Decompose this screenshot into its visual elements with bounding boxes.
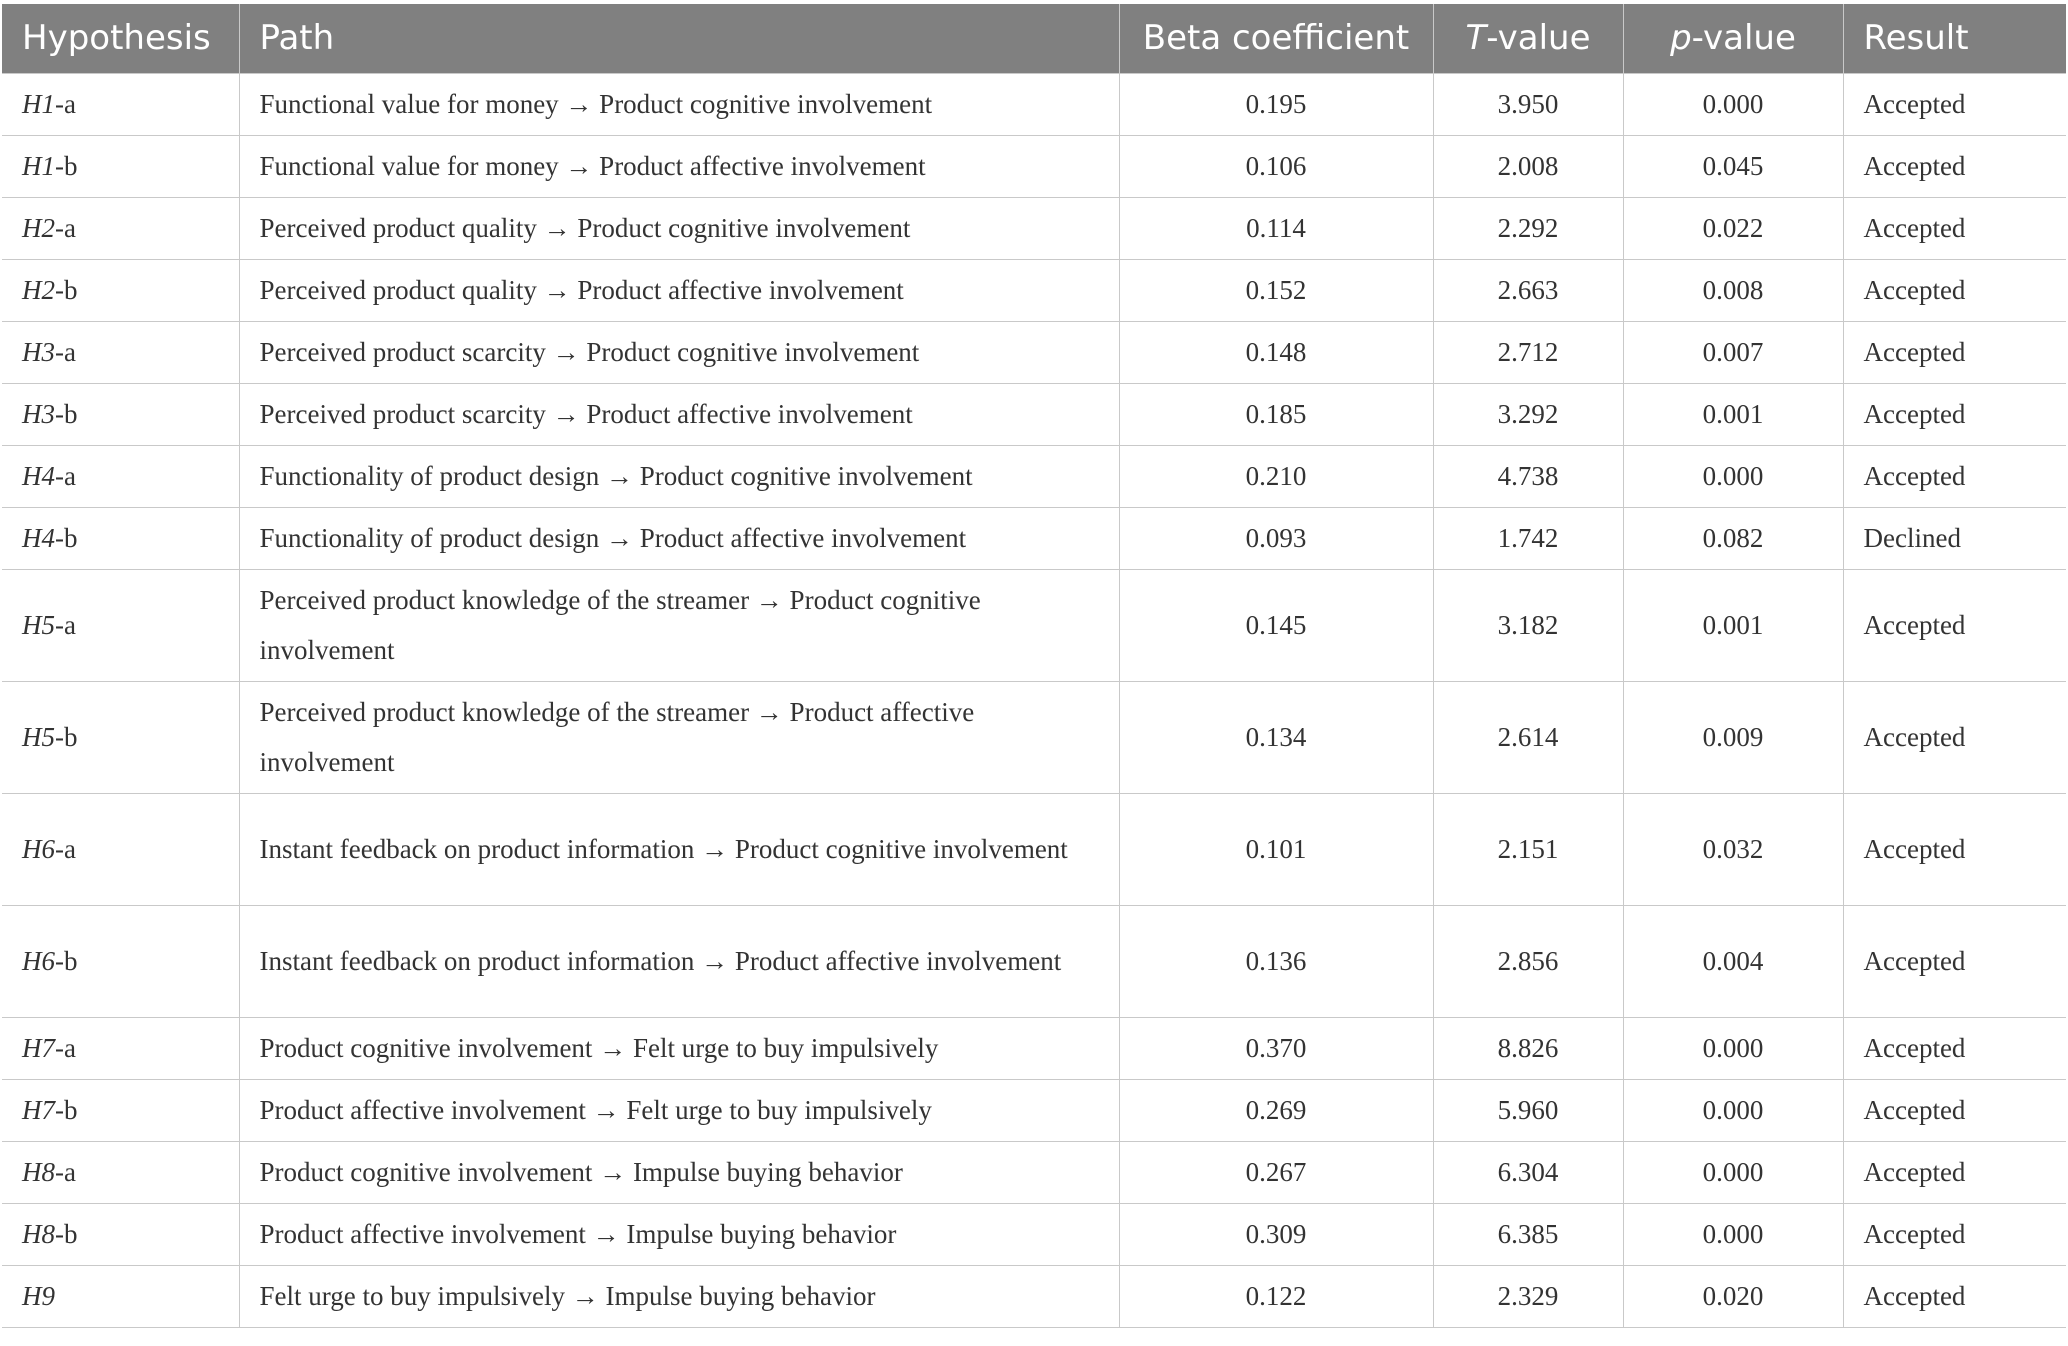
t-value-cell: 4.738 [1433, 445, 1623, 507]
hypothesis-cell [2, 1079, 239, 1141]
hypothesis-id: H5 [22, 722, 55, 752]
p-value-cell: 0.001 [1623, 383, 1843, 445]
header-hypothesis: Hypothesis [2, 4, 239, 73]
result-cell: Accepted [1843, 569, 2066, 681]
result-cell: Accepted [1843, 1265, 2066, 1327]
result-cell: Accepted [1843, 905, 2066, 1017]
result-cell: Accepted [1843, 1203, 2066, 1265]
path-cell: Functionality of product design → Product cognitive involvement [239, 445, 1119, 507]
table-row [2, 259, 2066, 321]
beta-cell: 0.210 [1119, 445, 1433, 507]
header-p-value [1623, 4, 1843, 73]
result-cell: Accepted [1843, 135, 2066, 197]
table-row [2, 1265, 2066, 1327]
p-value-cell: 0.000 [1623, 1141, 1843, 1203]
path-cell: Perceived product quality → Product affective involvement [239, 259, 1119, 321]
header-p-italic: p [1670, 18, 1692, 59]
table-row [2, 383, 2066, 445]
path-cell: Perceived product quality → Product cognitive involvement [239, 197, 1119, 259]
beta-cell: 0.185 [1119, 383, 1433, 445]
t-value-cell: 2.614 [1433, 681, 1623, 793]
beta-cell: 0.106 [1119, 135, 1433, 197]
hypothesis-suffix: -b [55, 523, 78, 553]
hypothesis-id: H4 [22, 523, 55, 553]
p-value-cell: 0.032 [1623, 793, 1843, 905]
path-cell: Product affective involvement → Impulse buying behavior [239, 1203, 1119, 1265]
result-cell: Accepted [1843, 259, 2066, 321]
t-value-cell: 5.960 [1433, 1079, 1623, 1141]
p-value-cell: 0.000 [1623, 73, 1843, 135]
t-value-cell: 2.292 [1433, 197, 1623, 259]
beta-cell: 0.152 [1119, 259, 1433, 321]
table-header-row [2, 4, 2066, 73]
beta-cell: 0.195 [1119, 73, 1433, 135]
table-row [2, 445, 2066, 507]
header-t-italic: T [1465, 18, 1487, 59]
hypothesis-suffix: -b [55, 275, 78, 305]
t-value-cell: 2.712 [1433, 321, 1623, 383]
hypothesis-cell [2, 135, 239, 197]
table-row [2, 507, 2066, 569]
hypothesis-suffix: -a [55, 213, 76, 243]
table-row [2, 135, 2066, 197]
t-value-cell: 8.826 [1433, 1017, 1623, 1079]
hypothesis-id: H7 [22, 1033, 55, 1063]
beta-cell: 0.145 [1119, 569, 1433, 681]
hypothesis-suffix: -b [55, 151, 78, 181]
path-cell: Product cognitive involvement → Impulse buying behavior [239, 1141, 1119, 1203]
hypothesis-suffix: -a [55, 610, 76, 640]
hypothesis-cell [2, 1203, 239, 1265]
result-cell: Accepted [1843, 793, 2066, 905]
header-t-rest: -value [1486, 18, 1591, 59]
p-value-cell: 0.020 [1623, 1265, 1843, 1327]
t-value-cell: 2.856 [1433, 905, 1623, 1017]
hypothesis-cell [2, 321, 239, 383]
beta-cell: 0.093 [1119, 507, 1433, 569]
p-value-cell: 0.000 [1623, 1079, 1843, 1141]
header-path: Path [239, 4, 1119, 73]
t-value-cell: 2.663 [1433, 259, 1623, 321]
hypothesis-id: H4 [22, 461, 55, 491]
hypothesis-id: H9 [22, 1281, 55, 1311]
hypothesis-id: H2 [22, 275, 55, 305]
hypothesis-suffix: -a [55, 461, 76, 491]
hypothesis-suffix: -b [55, 946, 78, 976]
hypothesis-id: H1 [22, 89, 55, 119]
hypothesis-results-table [2, 4, 2066, 1328]
path-cell: Instant feedback on product information → Product cognitive involvement [239, 793, 1119, 905]
path-cell: Perceived product scarcity → Product affective involvement [239, 383, 1119, 445]
header-result: Result [1843, 4, 2066, 73]
t-value-cell: 6.304 [1433, 1141, 1623, 1203]
result-cell: Accepted [1843, 681, 2066, 793]
path-cell: Functional value for money → Product cognitive involvement [239, 73, 1119, 135]
hypothesis-cell [2, 793, 239, 905]
hypothesis-cell [2, 905, 239, 1017]
hypothesis-suffix: -b [55, 399, 78, 429]
table-row [2, 905, 2066, 1017]
header-beta-coefficient: Beta coefficient [1119, 4, 1433, 73]
t-value-cell: 2.329 [1433, 1265, 1623, 1327]
path-cell: Instant feedback on product information → Product affective involvement [239, 905, 1119, 1017]
p-value-cell: 0.007 [1623, 321, 1843, 383]
path-cell: Functional value for money → Product affective involvement [239, 135, 1119, 197]
p-value-cell: 0.022 [1623, 197, 1843, 259]
hypothesis-id: H8 [22, 1219, 55, 1249]
hypothesis-cell [2, 73, 239, 135]
hypothesis-cell [2, 507, 239, 569]
hypothesis-id: H8 [22, 1157, 55, 1187]
hypothesis-cell [2, 259, 239, 321]
result-cell: Accepted [1843, 383, 2066, 445]
hypothesis-cell [2, 383, 239, 445]
hypothesis-cell [2, 1017, 239, 1079]
hypothesis-cell [2, 569, 239, 681]
hypothesis-cell [2, 1141, 239, 1203]
beta-cell: 0.114 [1119, 197, 1433, 259]
path-cell: Perceived product knowledge of the streamer → Product cognitive involvement [239, 569, 1119, 681]
result-cell: Accepted [1843, 1141, 2066, 1203]
path-cell: Product cognitive involvement → Felt urge to buy impulsively [239, 1017, 1119, 1079]
hypothesis-suffix: -a [55, 1157, 76, 1187]
table-row [2, 1017, 2066, 1079]
result-cell: Accepted [1843, 1017, 2066, 1079]
t-value-cell: 2.151 [1433, 793, 1623, 905]
beta-cell: 0.148 [1119, 321, 1433, 383]
hypothesis-suffix: -a [55, 1033, 76, 1063]
table-row [2, 1203, 2066, 1265]
p-value-cell: 0.000 [1623, 445, 1843, 507]
hypothesis-id: H5 [22, 610, 55, 640]
beta-cell: 0.269 [1119, 1079, 1433, 1141]
hypothesis-cell [2, 197, 239, 259]
hypothesis-id: H7 [22, 1095, 55, 1125]
hypothesis-suffix: -a [55, 89, 76, 119]
hypothesis-cell [2, 1265, 239, 1327]
path-cell: Product affective involvement → Felt urge to buy impulsively [239, 1079, 1119, 1141]
hypothesis-suffix: -b [55, 722, 78, 752]
table-row [2, 569, 2066, 681]
p-value-cell: 0.000 [1623, 1203, 1843, 1265]
path-cell: Felt urge to buy impulsively → Impulse buying behavior [239, 1265, 1119, 1327]
t-value-cell: 3.950 [1433, 73, 1623, 135]
beta-cell: 0.136 [1119, 905, 1433, 1017]
t-value-cell: 2.008 [1433, 135, 1623, 197]
p-value-cell: 0.009 [1623, 681, 1843, 793]
hypothesis-id: H2 [22, 213, 55, 243]
header-t-value [1433, 4, 1623, 73]
t-value-cell: 3.182 [1433, 569, 1623, 681]
table-row [2, 793, 2066, 905]
beta-cell: 0.309 [1119, 1203, 1433, 1265]
hypothesis-id: H1 [22, 151, 55, 181]
hypothesis-cell [2, 445, 239, 507]
table-row [2, 197, 2066, 259]
hypothesis-suffix: -a [55, 337, 76, 367]
result-cell: Declined [1843, 507, 2066, 569]
result-cell: Accepted [1843, 197, 2066, 259]
hypothesis-suffix: -a [55, 834, 76, 864]
t-value-cell: 3.292 [1433, 383, 1623, 445]
path-cell: Perceived product knowledge of the streamer → Product affective involvement [239, 681, 1119, 793]
header-p-rest: -value [1691, 18, 1796, 59]
table-row [2, 1141, 2066, 1203]
beta-cell: 0.122 [1119, 1265, 1433, 1327]
hypothesis-cell [2, 681, 239, 793]
hypothesis-id: H3 [22, 399, 55, 429]
p-value-cell: 0.004 [1623, 905, 1843, 1017]
result-cell: Accepted [1843, 1079, 2066, 1141]
hypothesis-suffix: -b [55, 1219, 78, 1249]
table-body [2, 73, 2066, 1327]
t-value-cell: 6.385 [1433, 1203, 1623, 1265]
table-row [2, 73, 2066, 135]
hypothesis-suffix: -b [55, 1095, 78, 1125]
path-cell: Perceived product scarcity → Product cognitive involvement [239, 321, 1119, 383]
result-cell: Accepted [1843, 321, 2066, 383]
beta-cell: 0.370 [1119, 1017, 1433, 1079]
table-row [2, 681, 2066, 793]
result-cell: Accepted [1843, 445, 2066, 507]
p-value-cell: 0.082 [1623, 507, 1843, 569]
p-value-cell: 0.045 [1623, 135, 1843, 197]
hypothesis-id: H6 [22, 946, 55, 976]
beta-cell: 0.267 [1119, 1141, 1433, 1203]
p-value-cell: 0.008 [1623, 259, 1843, 321]
path-cell: Functionality of product design → Product affective involvement [239, 507, 1119, 569]
hypothesis-id: H3 [22, 337, 55, 367]
p-value-cell: 0.000 [1623, 1017, 1843, 1079]
result-cell: Accepted [1843, 73, 2066, 135]
table-row [2, 1079, 2066, 1141]
table-row [2, 321, 2066, 383]
beta-cell: 0.101 [1119, 793, 1433, 905]
p-value-cell: 0.001 [1623, 569, 1843, 681]
hypothesis-id: H6 [22, 834, 55, 864]
t-value-cell: 1.742 [1433, 507, 1623, 569]
beta-cell: 0.134 [1119, 681, 1433, 793]
